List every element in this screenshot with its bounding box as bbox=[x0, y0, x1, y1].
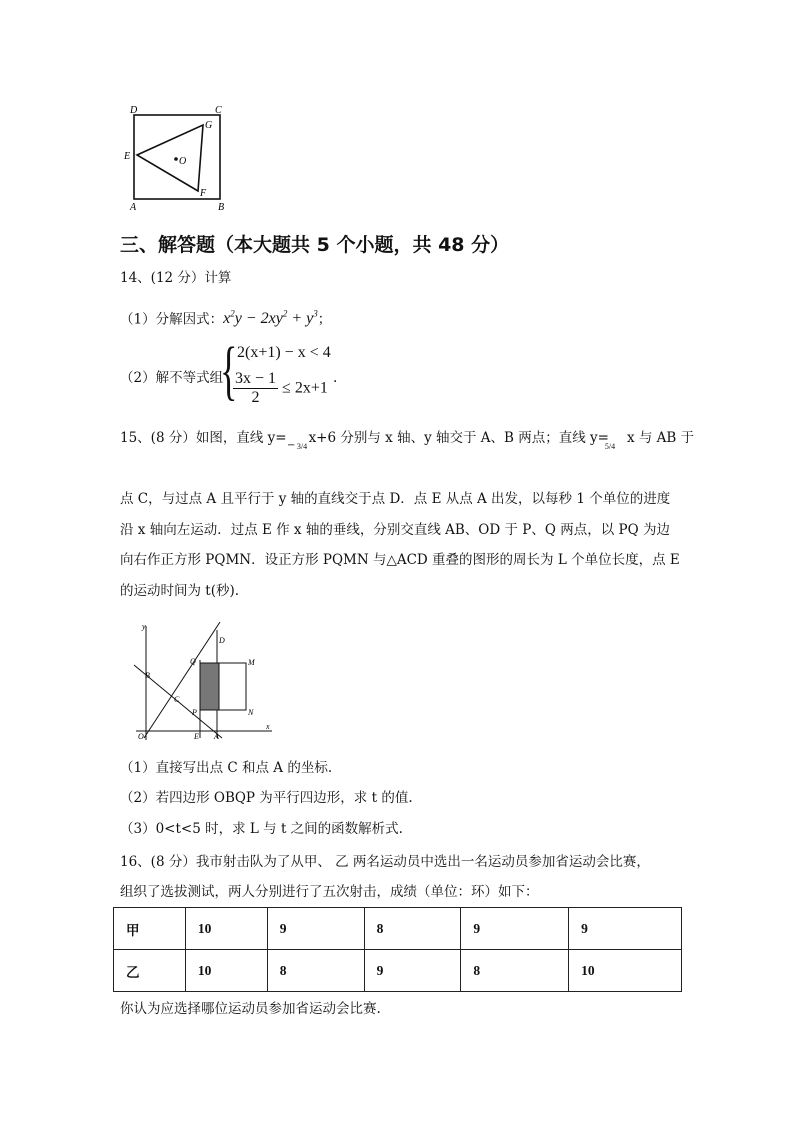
q15-line1-b: x+6 分别与 x 轴、y 轴交于 A、B 两点；直线 y= bbox=[308, 430, 609, 446]
label-m: M bbox=[248, 658, 255, 667]
q15-fraction-3-4: 3/4 bbox=[296, 442, 308, 451]
triangle-egf bbox=[137, 125, 203, 191]
label-a: A bbox=[130, 202, 137, 213]
label-b: B bbox=[218, 202, 225, 213]
q15-line4: 向右作正方形 PQMN．设正方形 PQMN 与△ACD 重叠的图形的周长为 L 个单位长度，点 E bbox=[120, 552, 680, 568]
q14-part1-tail: ； bbox=[317, 311, 332, 328]
label-d: D bbox=[219, 636, 225, 645]
table-cell: 10 bbox=[185, 950, 267, 992]
label-n: N bbox=[248, 708, 254, 717]
table-cell: 10 bbox=[185, 908, 267, 950]
label-g: G bbox=[205, 120, 213, 131]
q14-ineq2 bbox=[233, 370, 328, 407]
q15-line5: 的运动时间为 t(秒). bbox=[120, 583, 240, 599]
shaded-overlap bbox=[200, 663, 219, 710]
q14-part1 bbox=[120, 304, 331, 329]
q14-part1-label: （1）分解因式： bbox=[120, 311, 224, 328]
q15-coordinate-figure bbox=[130, 620, 280, 742]
q14-ineq2-fraction bbox=[233, 370, 278, 407]
table-row bbox=[114, 950, 682, 992]
table-cell: 10 bbox=[569, 950, 682, 992]
q14-part2-tail: . bbox=[333, 370, 338, 386]
square-pqmn bbox=[219, 663, 246, 710]
label-x: x bbox=[266, 722, 270, 731]
q15-line3: 沿 x 轴向左运动．过点 E 作 x 轴的垂线，分别交直线 AB、OD 于 P、Q 两点，以 PQ 为边 bbox=[120, 522, 670, 538]
center-point-o bbox=[174, 157, 178, 161]
label-c: C bbox=[174, 695, 180, 704]
table-cell: 8 bbox=[267, 950, 364, 992]
table-cell: 9 bbox=[267, 908, 364, 950]
q15-neg-fraction: − bbox=[287, 440, 296, 451]
q14-ineq2-num: 3x − 1 bbox=[235, 370, 277, 387]
q15-sub1: （1）直接写出点 C 和点 A 的坐标. bbox=[120, 760, 333, 776]
q14-ineq1: 2(x+1) − x < 4 bbox=[237, 344, 331, 361]
square-triangle-figure bbox=[118, 102, 238, 214]
table-cell: 9 bbox=[569, 908, 682, 950]
system-brace: { bbox=[220, 334, 238, 407]
label-b: B bbox=[145, 671, 150, 680]
q15-line1-c: x 与 AB 于 bbox=[626, 430, 695, 446]
table-cell: 9 bbox=[364, 950, 461, 992]
q15-sub3: （3）0<t<5 时，求 L 与 t 之间的函数解析式. bbox=[120, 821, 403, 837]
q14-header: 14、(12 分）计算 bbox=[120, 270, 232, 286]
table-cell: 乙 bbox=[114, 950, 186, 992]
q16-line2: 组织了选拔测试，两人分别进行了五次射击，成绩（单位：环）如下： bbox=[120, 884, 539, 900]
label-o: O bbox=[179, 156, 187, 167]
label-f: F bbox=[200, 188, 207, 199]
q15-sub2: （2）若四边形 OBQP 为平行四边形，求 t 的值. bbox=[120, 790, 413, 806]
q16-line1: 16、(8 分）我市射击队为了从甲、 乙 两名运动员中选出一名运动员参加省运动会比赛， bbox=[120, 854, 650, 870]
label-p: P bbox=[192, 708, 197, 717]
q15-line1-a: 15、(8 分）如图，直线 y= bbox=[120, 430, 287, 446]
q15-line2: 点 C，与过点 A 且平行于 y 轴的直线交于点 D．点 E 从点 A 出发，以每秒 1 个单位的进度 bbox=[120, 491, 671, 507]
table-cell: 8 bbox=[364, 908, 461, 950]
q16-line3: 你认为应选择哪位运动员参加省运动会比赛. bbox=[120, 1001, 381, 1017]
label-e: E bbox=[194, 732, 199, 741]
section-title: 三、解答题（本大题共 5 个小题，共 48 分） bbox=[120, 234, 510, 256]
label-o: O bbox=[138, 732, 144, 741]
label-e: E bbox=[124, 151, 131, 162]
q15-fraction-5-4: 5/4 bbox=[604, 442, 616, 451]
label-a: A bbox=[214, 732, 219, 741]
q14-ineq2-den: 2 bbox=[251, 389, 260, 406]
q14-ineq2-rhs: ≤ 2x+1 bbox=[282, 379, 328, 397]
label-c: C bbox=[215, 105, 222, 116]
table-cell: 9 bbox=[461, 908, 569, 950]
table-row bbox=[114, 908, 682, 950]
label-y: y bbox=[142, 622, 146, 631]
label-d: D bbox=[130, 105, 138, 116]
q14-part1-expression: $x^2y - 2xy^2 + y^3$ bbox=[223, 309, 318, 328]
scores-table bbox=[113, 907, 682, 992]
label-q: Q bbox=[190, 657, 196, 666]
table-cell: 8 bbox=[461, 950, 569, 992]
table-cell: 甲 bbox=[114, 908, 186, 950]
q14-part2-label: （2）解不等式组 bbox=[120, 370, 224, 386]
